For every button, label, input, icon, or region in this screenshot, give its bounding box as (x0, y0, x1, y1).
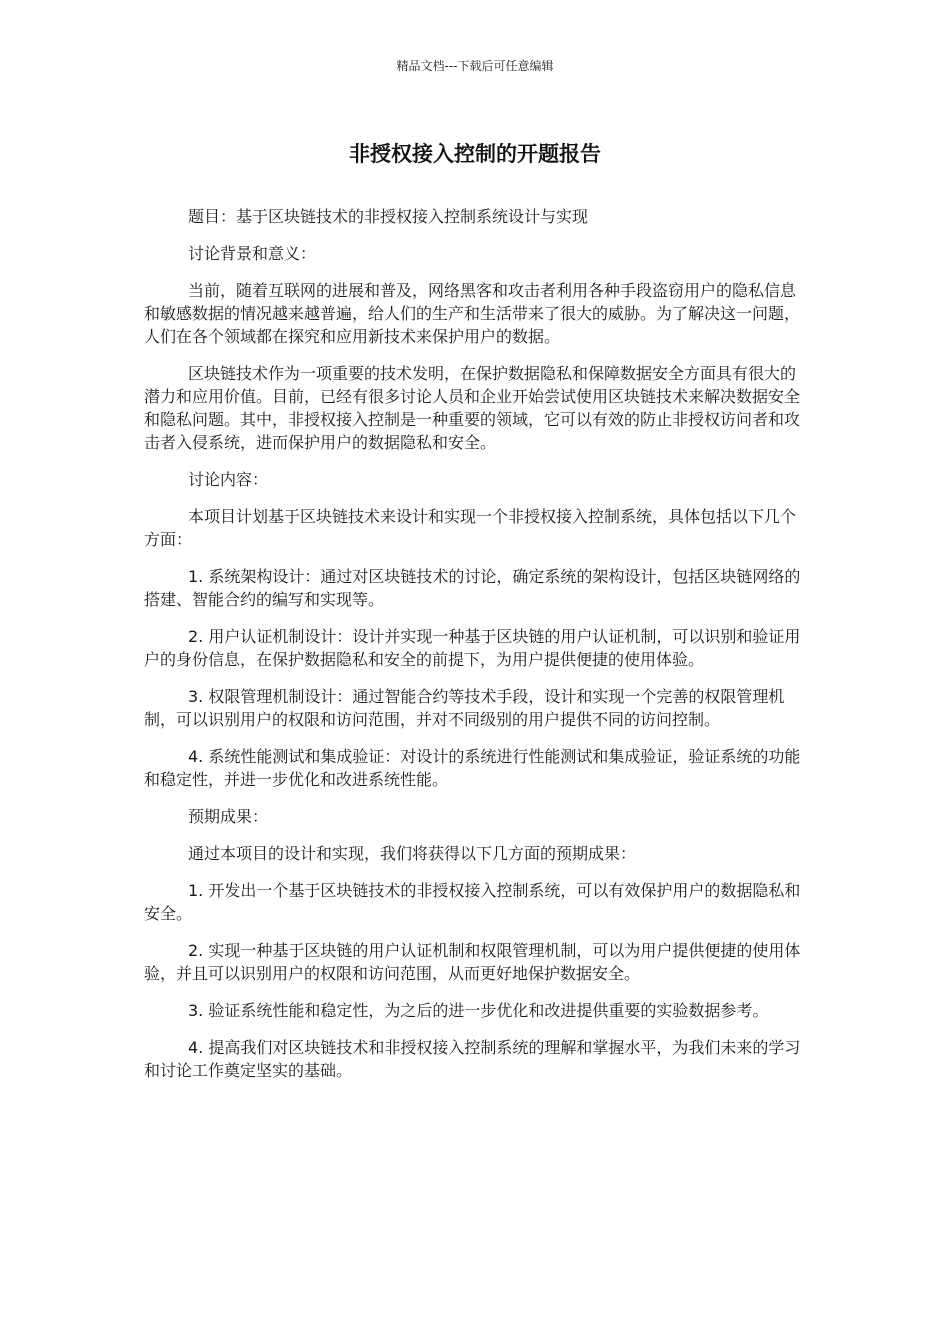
paragraph: 本项目计划基于区块链技术来设计和实现一个非授权接入控制系统，具体包括以下几个方面： (144, 507, 797, 549)
paragraph: 通过本项目的设计和实现，我们将获得以下几方面的预期成果： (188, 844, 637, 863)
header-note: 精品文档---下载后可任意编辑 (396, 59, 554, 73)
paragraph-background-heading: 讨论背景和意义： (188, 244, 317, 263)
document-body (144, 205, 806, 1096)
list-item: 2. 用户认证机制设计：设计并实现一种基于区块链的用户认证机制，可以识别和验证用户的身份信息，在保护数据隐私和安全的前提下，为用户提供便捷的使用体验。 (144, 627, 801, 669)
paragraph-results-heading: 预期成果： (188, 807, 269, 826)
document-title: 非授权接入控制的开题报告 (349, 142, 601, 166)
list-item: 2. 实现一种基于区块链的用户认证机制和权限管理机制，可以为用户提供便捷的使用体验，并且可以识别用户的权限和访问范围，从而更好地保护数据安全。 (144, 941, 801, 983)
list-item: 4. 系统性能测试和集成验证：对设计的系统进行性能测试和集成验证，验证系统的功能和稳定性，并进一步优化和改进系统性能。 (144, 747, 801, 789)
paragraph-topic: 题目：基于区块链技术的非授权接入控制系统设计与实现 (188, 207, 589, 226)
paragraph: 当前，随着互联网的进展和普及，网络黑客和攻击者利用各种手段盗窃用户的隐私信息和敏感数据的情况越来越普遍，给人们的生产和生活带来了很大的威胁。为了解决这一问题，人们在各个领域都在探究和应用新技术来保护用户的数据。 (144, 281, 801, 346)
list-item: 1. 开发出一个基于区块链技术的非授权接入控制系统，可以有效保护用户的数据隐私和安全。 (144, 881, 801, 923)
list-item: 3. 验证系统性能和稳定性，为之后的进一步优化和改进提供重要的实验数据参考。 (188, 1001, 769, 1020)
list-item: 1. 系统架构设计：通过对区块链技术的讨论，确定系统的架构设计，包括区块链网络的搭建、智能合约的编写和实现等。 (144, 567, 801, 609)
paragraph: 区块链技术作为一项重要的技术发明，在保护数据隐私和保障数据安全方面具有很大的潜力和应用价值。目前，已经有很多讨论人员和企业开始尝试使用区块链技术来解决数据安全和隐私问题。其中，非授权接入控制是一种重要的领域，它可以有效的防止非授权访问者和攻击者入侵系统，进而保护用户的数据隐私和安全。 (144, 364, 801, 452)
paragraph-content-heading: 讨论内容： (188, 470, 269, 489)
list-item: 4. 提高我们对区块链技术和非授权接入控制系统的理解和掌握水平，为我们未来的学习和讨论工作奠定坚实的基础。 (144, 1038, 801, 1080)
list-item: 3. 权限管理机制设计：通过智能合约等技术手段，设计和实现一个完善的权限管理机制，可以识别用户的权限和访问范围，并对不同级别的用户提供不同的访问控制。 (144, 687, 785, 729)
